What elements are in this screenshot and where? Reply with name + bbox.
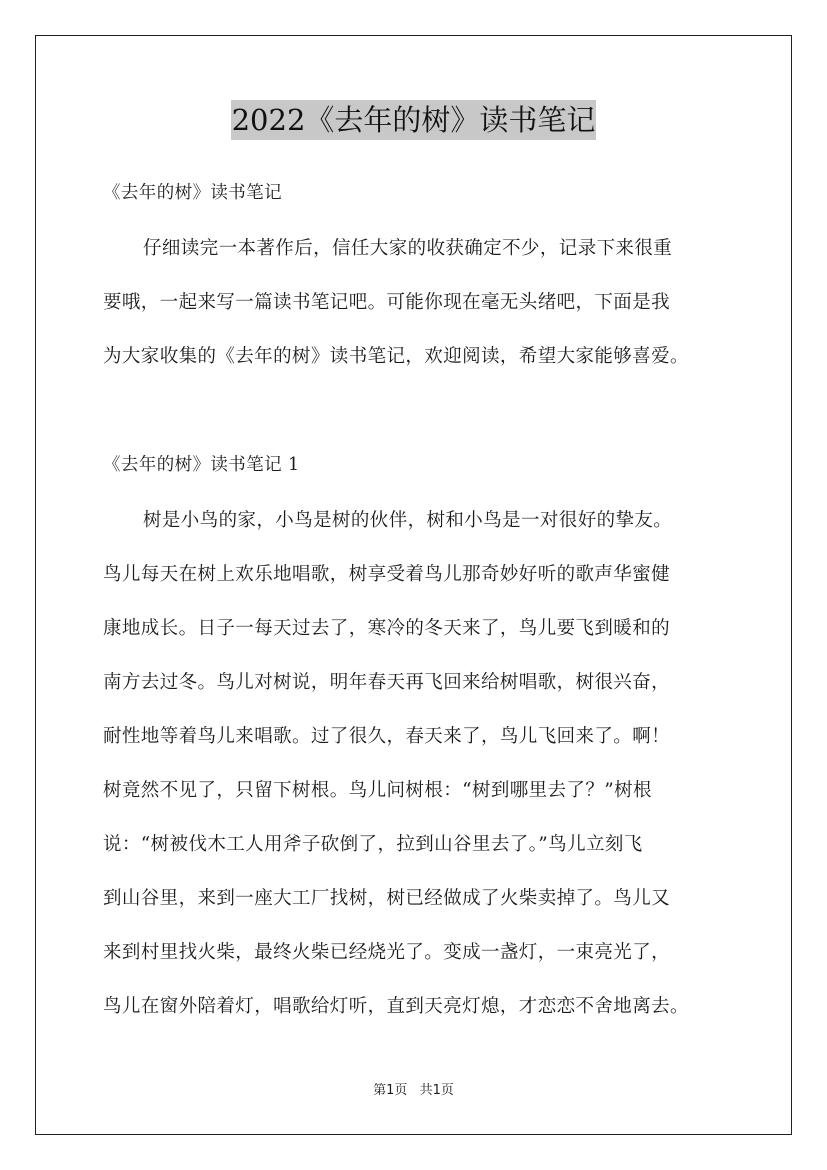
page-number: 第1页 bbox=[373, 1083, 408, 1098]
intro-line: 为大家收集的《去年的树》读书笔记，欢迎阅读，希望大家能够喜爱。 bbox=[103, 346, 689, 367]
section-heading: 《去年的树》读书笔记 bbox=[103, 183, 282, 203]
intro-line: 要哦，一起来写一篇读书笔记吧。可能你现在毫无头绪吧，下面是我 bbox=[103, 292, 671, 313]
body-line: 来到村里找火柴，最终火柴已经烧光了。变成一盏灯，一束亮光了， bbox=[103, 942, 671, 963]
body-line: 说：“树被伐木工人用斧子砍倒了，拉到山谷里去了。”鸟儿立刻飞 bbox=[103, 834, 643, 855]
intro-line: 仔细读完一本著作后，信任大家的收获确定不少，记录下来很重 bbox=[143, 238, 673, 259]
body-line: 耐性地等着鸟儿来唱歌。过了很久，春天来了，鸟儿飞回来了。啊！ bbox=[103, 726, 671, 747]
page-total: 共1页 bbox=[419, 1083, 454, 1098]
body-line: 南方去过冬。鸟儿对树说，明年春天再飞回来给树唱歌，树很兴奋， bbox=[103, 672, 671, 693]
page-footer bbox=[0, 1082, 827, 1100]
title-container bbox=[0, 100, 827, 140]
body-line: 鸟儿每天在树上欢乐地唱歌，树享受着鸟儿那奇妙好听的歌声华蜜健 bbox=[103, 564, 671, 585]
body-line: 鸟儿在窗外陪着灯，唱歌给灯听，直到天亮灯熄，才恋恋不舍地离去。 bbox=[103, 996, 689, 1017]
section-heading: 《去年的树》读书笔记 1 bbox=[103, 455, 300, 475]
body-line: 树是小鸟的家，小鸟是树的伙伴，树和小鸟是一对很好的挚友。 bbox=[143, 510, 673, 531]
body-line: 康地成长。日子一每天过去了，寒冷的冬天来了，鸟儿要飞到暖和的 bbox=[103, 618, 671, 639]
body-line: 树竟然不见了，只留下树根。鸟儿问树根：“树到哪里去了？”树根 bbox=[103, 780, 652, 801]
body-line: 到山谷里，来到一座大工厂找树，树已经做成了火柴卖掉了。鸟儿又 bbox=[103, 888, 671, 909]
document-title: 2022《去年的树》读书笔记 bbox=[231, 100, 597, 140]
